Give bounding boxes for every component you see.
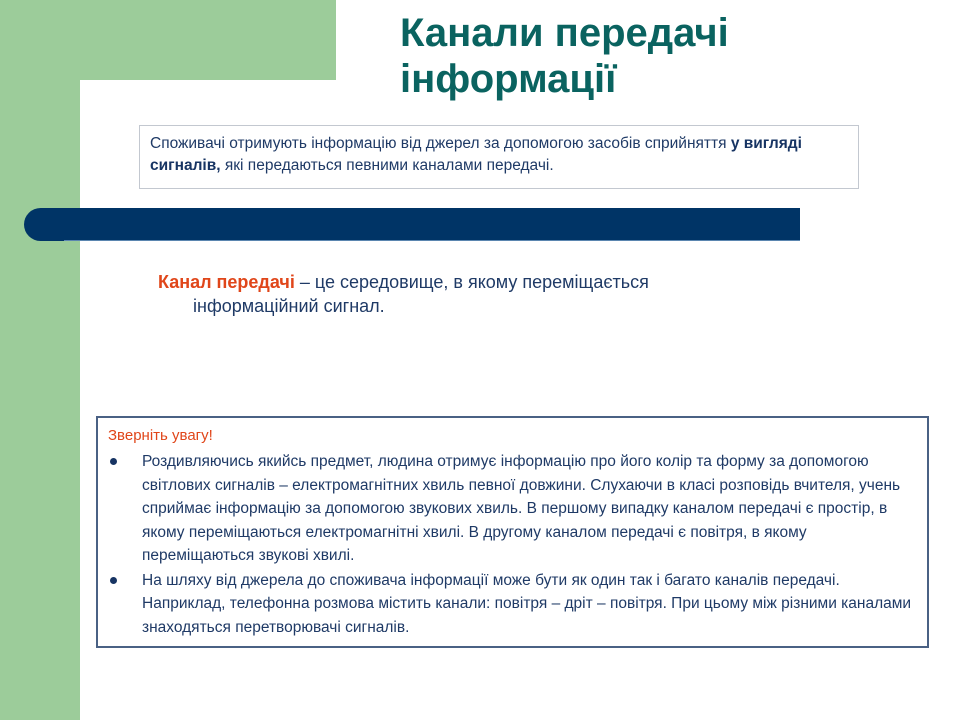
definition bbox=[158, 270, 778, 318]
bullet-icon bbox=[110, 458, 117, 465]
note-item bbox=[108, 569, 917, 640]
note-item-text: На шляху від джерела до споживача інформації може бути як один так і багато каналів передачі. Наприклад, телефонна розмова містить канали: повітря – дріт – повітря. При цьому між різними каналами знаходяться перетворювачі сигналів. bbox=[142, 571, 912, 636]
definition-term: Канал передачі bbox=[158, 272, 295, 292]
intro-text-bold: у вигляді сигналів, bbox=[150, 135, 802, 174]
intro-box bbox=[139, 125, 859, 189]
note-title: Зверніть увагу! bbox=[108, 427, 213, 444]
note-item-text: Роздивляючись якийсь предмет, людина отримує інформацію про його колір та форму за допомогою світлових сигналів – електромагнітних хвиль певної довжини. Слухаючи в класі розповідь вчителя, учень сприймає інформацію за допомогою звукових хвиль. В першому випадку каналом передачі є простір, в якому переміщаються електромагнітні хвилі. В другому каналом передачі є повітря, в якому переміщаються звукові хвилі. bbox=[142, 453, 901, 564]
title-line-1: Канали передачі bbox=[400, 11, 729, 55]
intro-text-2: які передаються певними каналами передачі. bbox=[220, 157, 554, 174]
note-box bbox=[96, 416, 929, 648]
definition-text-2: інформаційний сигнал. bbox=[193, 296, 385, 316]
note-item bbox=[108, 450, 917, 568]
decor-green-left bbox=[0, 0, 80, 720]
intro-text-1: Споживачі отримують інформацію від джерел за допомогою засобів сприйняття bbox=[150, 135, 731, 152]
definition-text-1: – це середовище, в якому переміщається bbox=[294, 272, 649, 292]
slide-title bbox=[400, 10, 729, 102]
decor-divider-bar bbox=[24, 208, 800, 241]
title-line-2: інформації bbox=[400, 57, 617, 101]
bullet-icon bbox=[110, 577, 117, 584]
